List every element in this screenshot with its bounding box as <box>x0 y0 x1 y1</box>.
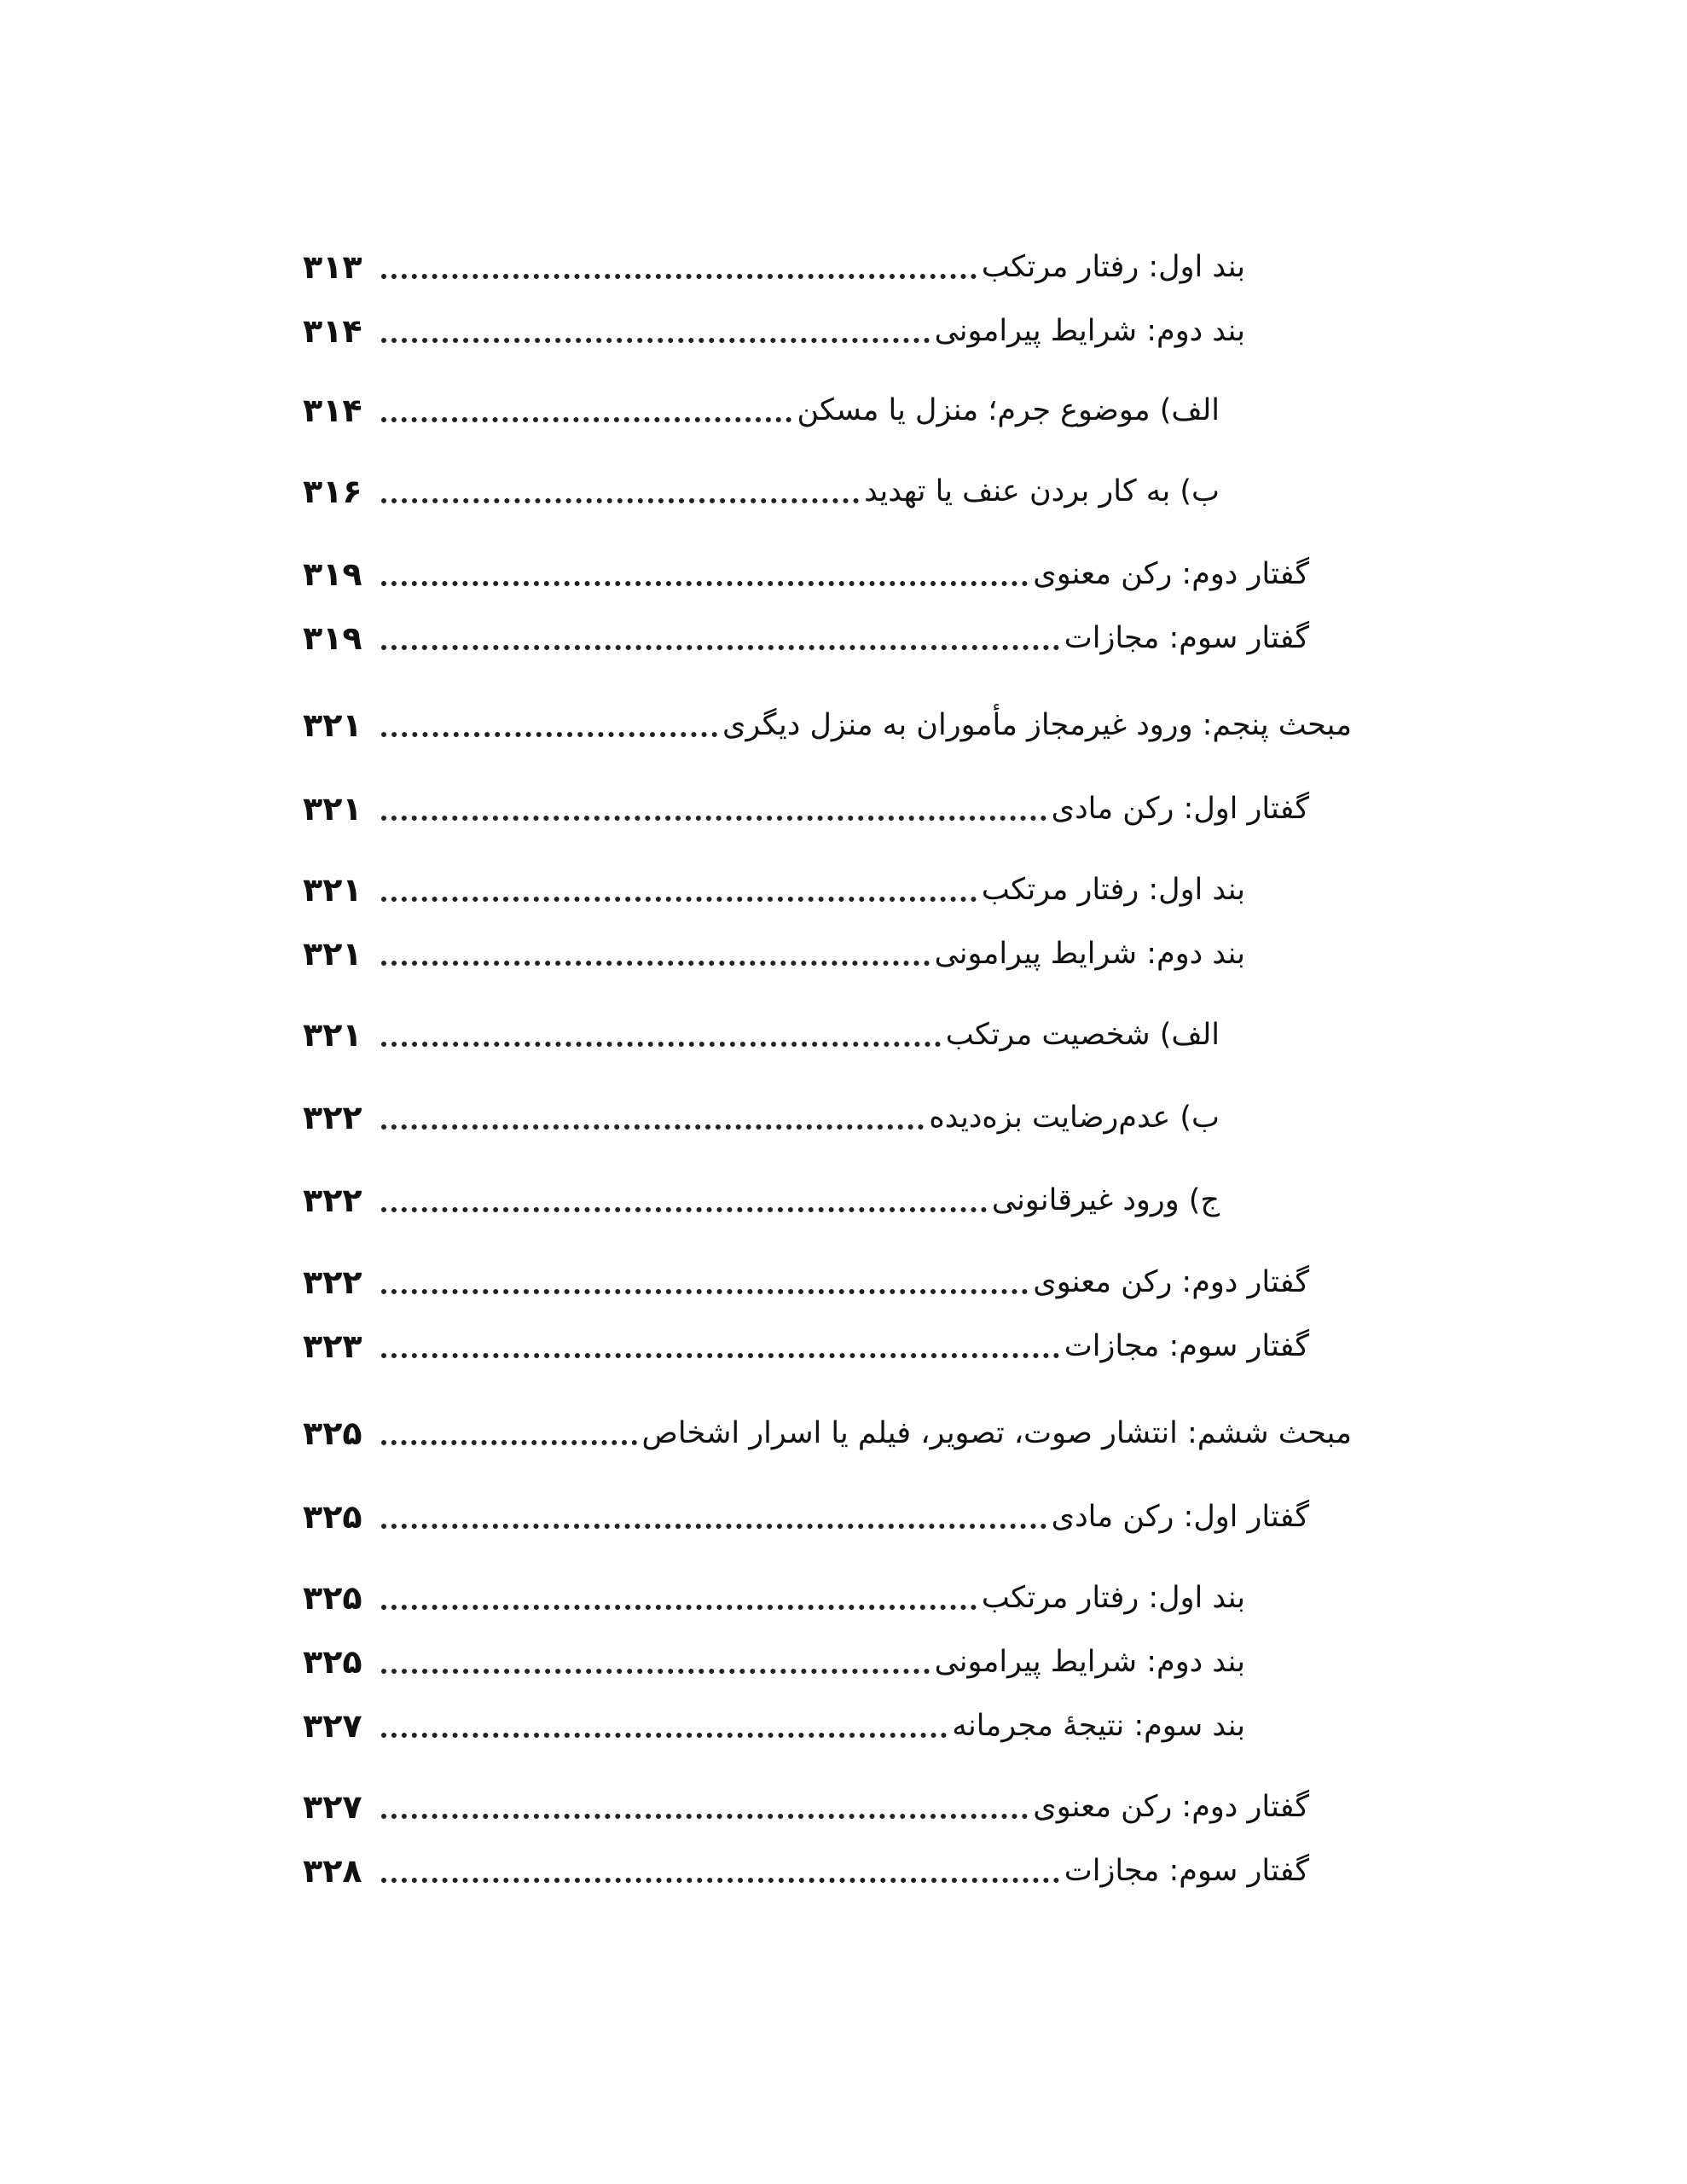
toc-entry <box>303 1636 1245 1687</box>
dot-leader <box>381 269 977 279</box>
page-number: ۳۲۲ <box>303 1263 362 1301</box>
dot-leader <box>381 640 1059 650</box>
entry-title: گفتار اول: رکن مادی <box>1051 1500 1309 1534</box>
toc-entry <box>303 1572 1245 1623</box>
toc-entry <box>303 1845 1309 1896</box>
dot-leader <box>381 1284 1029 1294</box>
dot-leader <box>381 1600 977 1610</box>
entry-title: بند دوم: شرایط پیرامونی <box>934 314 1245 348</box>
entry-title: مبحث ششم: انتشار صوت، تصویر، فیلم یا اسرار اشخاص <box>641 1416 1352 1450</box>
page-number: ۳۲۲ <box>303 1099 362 1136</box>
toc-entry <box>303 305 1245 357</box>
toc-entry <box>303 1257 1309 1308</box>
entry-title: گفتار سوم: مجازات <box>1064 621 1309 655</box>
toc-entry <box>303 1700 1245 1751</box>
dot-leader <box>381 892 977 902</box>
dot-leader <box>381 333 930 343</box>
entry-title: بند دوم: شرایط پیرامونی <box>934 1645 1245 1679</box>
page-number: ۳۲۱ <box>303 935 362 973</box>
toc-entry <box>303 1092 1220 1143</box>
page-number: ۳۲۱ <box>303 1016 362 1054</box>
entry-title: بند دوم: شرایط پیرامونی <box>934 937 1245 971</box>
entry-title: گفتار سوم: مجازات <box>1064 1854 1309 1888</box>
entry-title: الف) شخصیت مرتکب <box>945 1018 1220 1052</box>
page-number: ۳۲۷ <box>303 1707 362 1745</box>
page-number: ۳۲۵ <box>303 1414 362 1452</box>
toc-entry <box>303 385 1220 436</box>
toc-entry <box>303 1321 1309 1372</box>
dot-leader <box>381 576 1029 586</box>
page-number: ۳۱۳ <box>303 248 362 286</box>
dot-leader <box>381 1728 948 1738</box>
entry-title: گفتار دوم: رکن معنوی <box>1033 557 1309 591</box>
toc-entry <box>303 466 1220 517</box>
toc-entry <box>303 549 1309 600</box>
entry-title: بند اول: رفتار مرتکب <box>981 1581 1245 1615</box>
page-number: ۳۱۶ <box>303 473 362 510</box>
entry-title: ب) عدم‌رضایت بزه‌دیده <box>929 1101 1220 1135</box>
toc-entry <box>303 1175 1220 1226</box>
dot-leader <box>381 1435 637 1445</box>
page-number: ۳۲۳ <box>303 1327 362 1365</box>
page-number: ۳۲۷ <box>303 1788 362 1826</box>
page-number: ۳۲۵ <box>303 1643 362 1681</box>
dot-leader <box>381 810 1046 821</box>
entry-title: گفتار دوم: رکن معنوی <box>1033 1790 1309 1824</box>
entry-title: بند اول: رفتار مرتکب <box>981 250 1245 284</box>
entry-title: الف) موضوع جرم؛ منزل یا مسکن <box>797 393 1220 427</box>
toc-entry <box>303 1408 1352 1459</box>
page-number: ۳۱۹ <box>303 555 362 593</box>
toc-entry <box>303 241 1245 293</box>
dot-leader <box>381 1037 941 1047</box>
entry-title: مبحث پنجم: ورود غیرمجاز مأموران به منزل دیگری <box>722 708 1352 742</box>
entry-title: گفتار سوم: مجازات <box>1064 1329 1309 1363</box>
dot-leader <box>381 1664 930 1674</box>
dot-leader <box>381 493 860 503</box>
toc-entry <box>303 928 1245 979</box>
entry-title: ب) به کار بردن عنف یا تهدید <box>864 474 1220 508</box>
entry-title: ج) ورود غیرقانونی <box>991 1183 1220 1217</box>
dot-leader <box>381 1202 987 1212</box>
toc-entry <box>303 613 1309 664</box>
entry-title: گفتار اول: رکن مادی <box>1051 792 1309 826</box>
page-number: ۳۲۸ <box>303 1852 362 1890</box>
toc-entry <box>303 1009 1220 1060</box>
page-number: ۳۲۱ <box>303 871 362 909</box>
toc-entry <box>303 1491 1309 1542</box>
page-number: ۳۱۴ <box>303 392 362 429</box>
toc-entry <box>303 700 1352 751</box>
page-number: ۳۲۲ <box>303 1182 362 1219</box>
page-number: ۳۱۹ <box>303 619 362 657</box>
entry-title: بند اول: رفتار مرتکب <box>981 873 1245 907</box>
toc-entry <box>303 1781 1309 1833</box>
dot-leader <box>381 1873 1059 1883</box>
page-number: ۳۲۱ <box>303 706 362 744</box>
page-number: ۳۱۴ <box>303 312 362 350</box>
dot-leader <box>381 1348 1059 1358</box>
toc-entry <box>303 783 1309 834</box>
dot-leader <box>381 412 792 422</box>
dot-leader <box>381 1119 925 1130</box>
dot-leader <box>381 727 717 737</box>
toc-entry <box>303 864 1245 915</box>
entry-title: بند سوم: نتیجهٔ مجرمانه <box>952 1709 1245 1743</box>
dot-leader <box>381 1519 1046 1529</box>
page-number: ۳۲۱ <box>303 790 362 828</box>
page-number: ۳۲۵ <box>303 1579 362 1617</box>
entry-title: گفتار دوم: رکن معنوی <box>1033 1265 1309 1299</box>
dot-leader <box>381 1809 1029 1819</box>
page-number: ۳۲۵ <box>303 1498 362 1536</box>
dot-leader <box>381 956 930 966</box>
